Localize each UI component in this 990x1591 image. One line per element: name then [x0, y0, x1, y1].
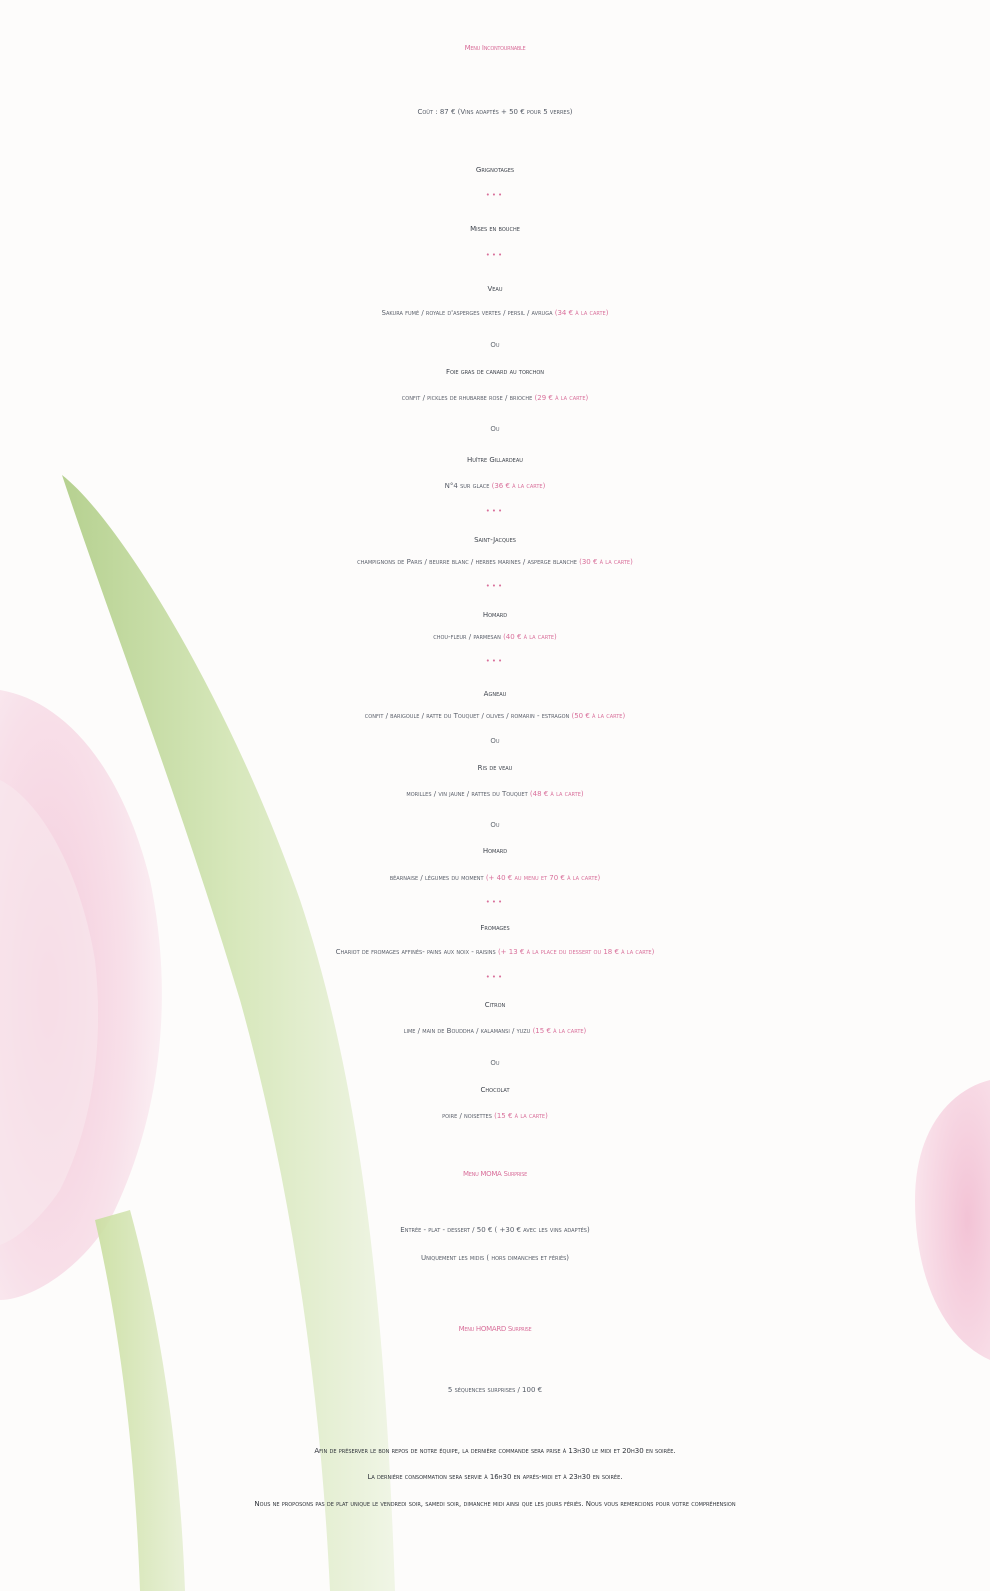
menu-incontournable-title: Menu Incontournable — [464, 44, 526, 52]
menu-homard-title: Menu HOMARD Surprise — [458, 1325, 532, 1333]
course-mises-en-bouche: Mises en bouche — [470, 225, 520, 233]
separator: ••• — [485, 507, 505, 515]
dessert-citron-line: lime / main de Bouddha / kalamansi / yuzu (15 € à la carte) — [403, 1027, 587, 1035]
menu-incontournable-cost: Coût : 87 € (Vins adaptés + 50 € pour 5 verres) — [417, 108, 573, 116]
course-fromages-line: Chariot de fromages affinés- pains aux noix - raisins (+ 13 € à la place du dessert ou 18 € à la carte) — [335, 948, 655, 956]
dish-ris-de-veau-name: Ris de veau — [477, 764, 513, 772]
dish-huitre-line: N°4 sur glace (36 € à la carte) — [444, 482, 546, 490]
menu-moma-line-1: Entrée - plat - dessert / 50 € ( +30 € avec les vins adaptés) — [400, 1226, 590, 1234]
separator: ••• — [485, 973, 505, 981]
dessert-citron-name: Citron — [484, 1001, 506, 1009]
or-label: Ou — [490, 341, 500, 349]
dish-homard-name: Homard — [482, 611, 508, 619]
course-grignotages: Grignotages — [475, 166, 515, 174]
separator: ••• — [485, 657, 505, 665]
note-last-consumption: La dernière consommation sera servie à 16h30 en après-midi et à 23h30 en soirée. — [367, 1473, 623, 1481]
separator: ••• — [485, 582, 505, 590]
dish-saint-jacques-line: champignons de Paris / beurre blanc / herbes marines / asperge blanche (30 € à la carte) — [357, 558, 633, 566]
dessert-chocolat-line: poire / noisettes (15 € à la carte) — [442, 1112, 548, 1120]
dish-veau-line: Sakura fumé / royale d'asperges vertes / persil / avruga (34 € à la carte) — [381, 309, 609, 317]
dish-homard-2-name: Homard — [482, 847, 508, 855]
separator: ••• — [485, 251, 505, 259]
dish-foie-gras-name: Foie gras de canard au torchon — [445, 368, 545, 376]
dish-veau-name: Veau — [487, 285, 503, 293]
dish-agneau-line: confit / barigoule / ratte du Touquet / olives / romarin - estragon (50 € à la carte) — [364, 712, 626, 720]
course-fromages-name: Fromages — [480, 924, 510, 932]
dish-saint-jacques-name: Saint-Jacques — [474, 536, 516, 544]
separator: ••• — [485, 191, 505, 199]
dish-homard-line: chou-fleur / parmesan (40 € à la carte) — [433, 633, 557, 641]
dish-homard-2-line: béarnaise / légumes du moment (+ 40 € au menu et 70 € à la carte) — [389, 874, 601, 882]
or-label: Ou — [490, 425, 500, 433]
or-label: Ou — [490, 1059, 500, 1067]
dessert-chocolat-name: Chocolat — [480, 1086, 510, 1094]
or-label: Ou — [490, 737, 500, 745]
note-no-single-dish: Nous ne proposons pas de plat unique le vendredi soir, samedi soir, dimanche midi ainsi que les jours fériés. Nous vous remercions pour votre compréhension — [254, 1500, 736, 1508]
note-last-order: Afin de préserver le bon repos de notre équipe, la dernière commande sera prise à 13h30 le midi et 20h30 en soirée. — [314, 1447, 676, 1455]
or-label: Ou — [490, 821, 500, 829]
menu-homard-line-1: 5 séquences surprises / 100 € — [447, 1386, 543, 1394]
separator: ••• — [485, 898, 505, 906]
dish-ris-de-veau-line: morilles / vin jaune / rattes du Touquet (48 € à la carte) — [406, 790, 584, 798]
dish-agneau-name: Agneau — [483, 690, 507, 698]
menu-moma-title: Menu MOMA Surprise — [463, 1170, 527, 1178]
dish-foie-gras-line: confit / pickles de rhubarbe rose / brioche (29 € à la carte) — [401, 394, 589, 402]
dish-huitre-name: Huître Gillardeau — [467, 456, 523, 464]
menu-moma-line-2: Uniquement les midis ( hors dimanches et fériés) — [420, 1254, 570, 1262]
